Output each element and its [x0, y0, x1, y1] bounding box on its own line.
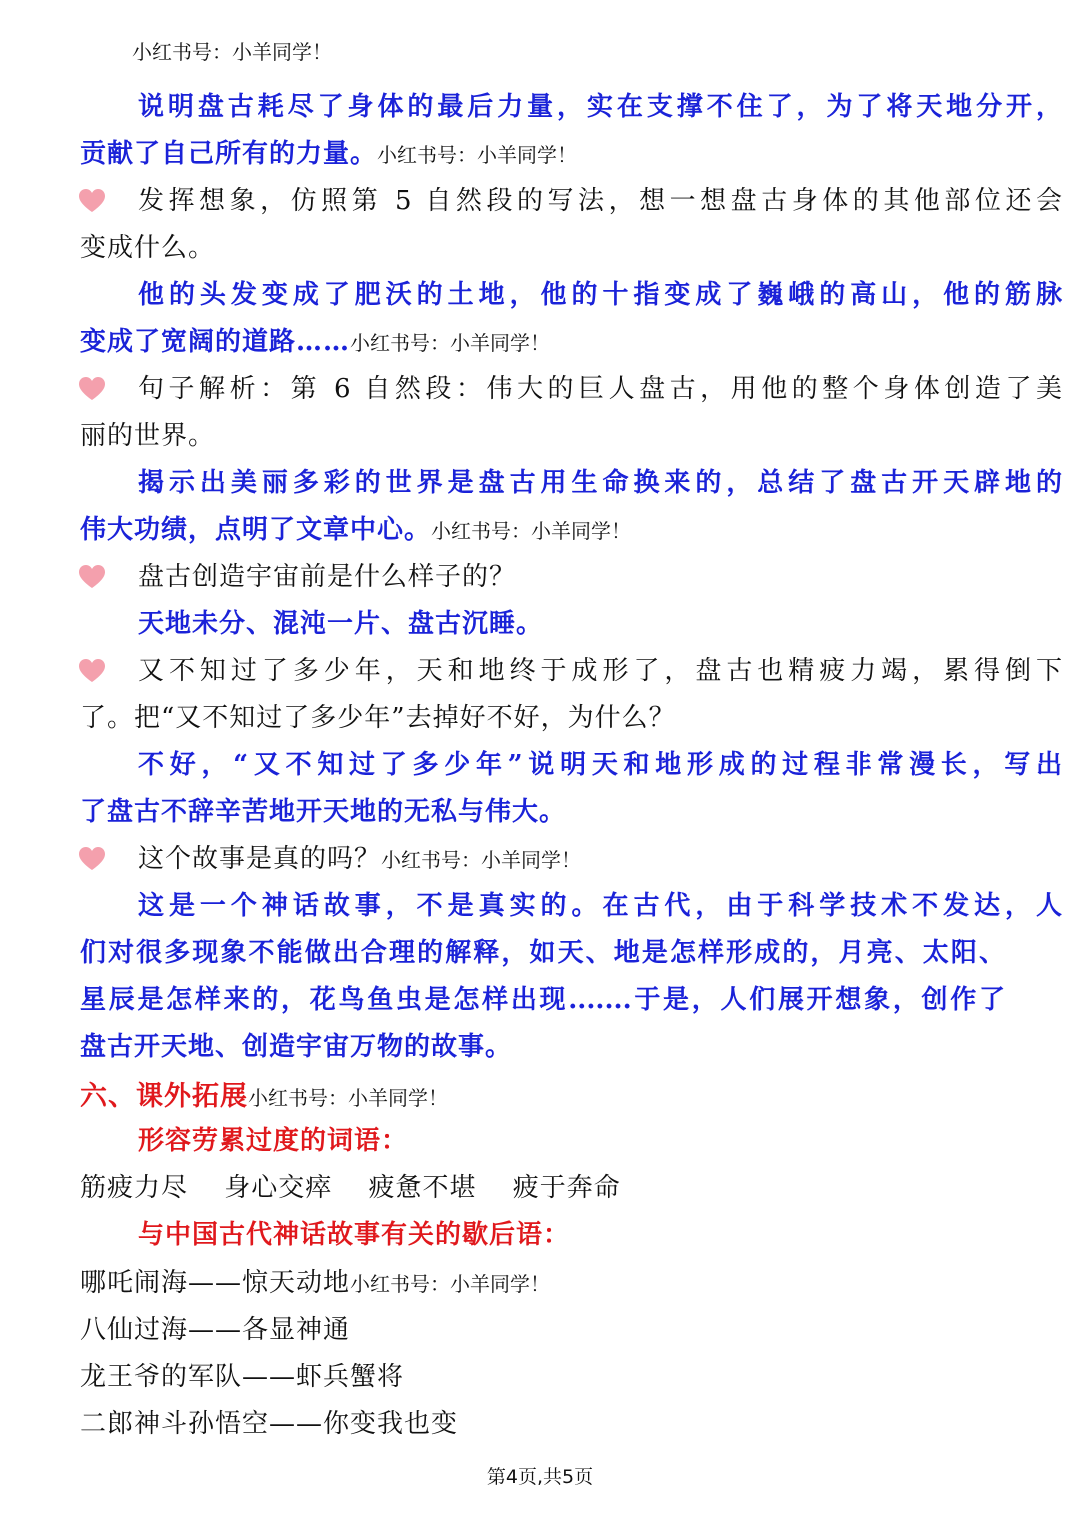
- answer-line: [80, 319, 1005, 366]
- watermark-text: 小红书号：小羊同学！: [132, 40, 332, 64]
- question-line: 丽的世界。: [80, 421, 216, 451]
- idiom-line: [80, 1260, 1005, 1307]
- page-number: 第4页,共5页: [486, 1466, 594, 1488]
- answer-line: 星辰是怎样来的，花鸟鱼虫是怎样出现.......于是，人们展开想象，创作了: [80, 985, 1005, 1015]
- heart-icon: [78, 564, 106, 590]
- answer-line: [80, 131, 1005, 178]
- heart-icon: [78, 658, 106, 684]
- heading-text: 六、课外拓展: [80, 1081, 248, 1112]
- answer-text: 伟大功绩，点明了文章中心。: [80, 515, 432, 545]
- answer-text: 贡献了自己所有的力量。: [80, 139, 378, 169]
- watermark-text: 小红书号：小羊同学！: [377, 143, 578, 167]
- answer-line: 们对很多现象不能做出合理的解释，如天、地是怎样形成的，月亮、太阳、: [80, 938, 1005, 968]
- word-list: 筋疲力尽 身心交瘁 疲惫不堪 疲于奔命: [80, 1173, 621, 1203]
- heart-icon: [78, 188, 106, 214]
- section-heading: [80, 1073, 1005, 1120]
- idiom-line: 龙王爷的军队——虾兵蟹将: [80, 1362, 405, 1392]
- question-line: 发挥想象，仿照第 5 自然段的写法，想一想盘古身体的其他部位还会: [138, 186, 1063, 216]
- idiom-line: 二郎神斗孙悟空——你变我也变: [80, 1409, 459, 1439]
- heart-icon: [78, 846, 106, 872]
- answer-line: 说明盘古耗尽了身体的最后力量，实在支撑不住了，为了将天地分开，: [138, 92, 1063, 122]
- answer-line: 这是一个神话故事，不是真实的。在古代，由于科学技术不发达，人: [138, 891, 1063, 921]
- question-line: [138, 836, 1063, 883]
- question-line: 盘古创造宇宙前是什么样子的？: [138, 562, 517, 592]
- subheading: 与中国古代神话故事有关的歇后语：: [138, 1220, 571, 1250]
- question-line: 变成什么。: [80, 233, 216, 263]
- answer-line: 盘古开天地、创造宇宙万物的故事。: [80, 1032, 513, 1062]
- watermark-text: 小红书号：小羊同学！: [431, 519, 632, 543]
- watermark-text: 小红书号：小羊同学！: [381, 848, 582, 872]
- subheading: 形容劳累过度的词语：: [138, 1126, 409, 1156]
- idiom-line: 八仙过海——各显神通: [80, 1315, 351, 1345]
- answer-line: 揭示出美丽多彩的世界是盘古用生命换来的，总结了盘古开天辟地的: [138, 468, 1063, 498]
- answer-text: 变成了宽阔的道路……: [80, 327, 351, 357]
- idiom-text: 哪吒闹海——惊天动地: [80, 1268, 351, 1298]
- watermark-text: 小红书号：小羊同学！: [248, 1086, 448, 1110]
- question-text: 这个故事是真的吗？: [138, 844, 382, 874]
- answer-line: 了盘古不辞辛苦地开天地的无私与伟大。: [80, 797, 567, 827]
- question-line: 句子解析：第 6 自然段：伟大的巨人盘古，用他的整个身体创造了美: [138, 374, 1063, 404]
- answer-line: 他的头发变成了肥沃的土地，他的十指变成了巍峨的高山，他的筋脉: [138, 280, 1063, 310]
- question-line: 又不知过了多少年，天和地终于成形了，盘古也精疲力竭，累得倒下: [138, 656, 1063, 686]
- watermark-note: [132, 28, 1057, 75]
- question-line: 了。把“又不知过了多少年”去掉好不好，为什么？: [80, 703, 676, 733]
- heart-icon: [78, 376, 106, 402]
- watermark-text: 小红书号：小羊同学！: [350, 331, 551, 355]
- answer-line: 不好，“又不知过了多少年”说明天和地形成的过程非常漫长，写出: [138, 750, 1063, 780]
- watermark-text: 小红书号：小羊同学！: [350, 1272, 551, 1296]
- answer-line: [80, 507, 1005, 554]
- answer-line: 天地未分、混沌一片、盘古沉睡。: [138, 609, 544, 639]
